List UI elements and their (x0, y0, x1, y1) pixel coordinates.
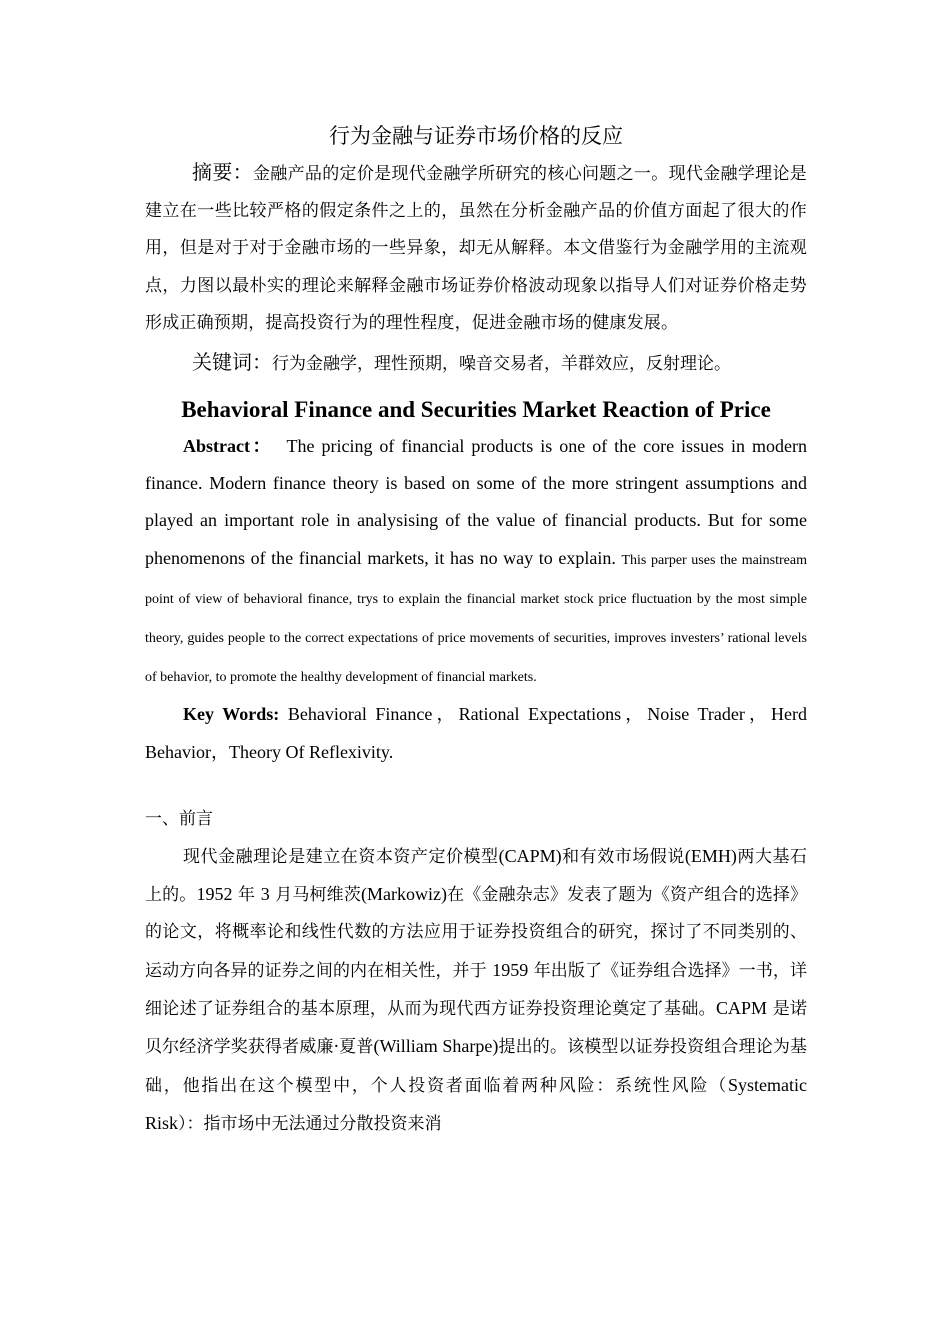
chinese-keywords-label: 关键词： (192, 350, 272, 375)
preface-text: (EMH) (684, 845, 737, 866)
english-abstract-text-main: The pricing of financial products is one of the core issues in modern finance. Modern finance theory is based on some of the more stringent assumptions and played an important role in analysising of the value of financial products. But for some phenomenons of the financial markets, it has no way to explain. (145, 436, 807, 568)
english-keywords-text: Behavioral Finance，Rational Expectations，Noise Trader，Herd Behavior，Theory Of Reflexivity. (145, 704, 808, 762)
chinese-abstract-label: 摘要： (192, 160, 253, 184)
preface-text: 3 (260, 884, 270, 905)
preface-text: 提出的。该模型以证券投资组合理论为基础，他指出在这个模型中，个人投资者面临着两种风险：系统性风险（ (145, 1037, 808, 1096)
preface-text: Systematic Risk (145, 1074, 807, 1133)
chinese-keywords (145, 342, 807, 384)
preface-text: 月马柯维茨 (269, 885, 361, 906)
preface-text: 在《金融杂志》发表了题为《资产组合的选择》的论文，将概率论和线性代数的方法应用于证券投资组合的研究，探讨了不同类别的、运动方向各异的证券之间的内在相关性，并于 (145, 885, 807, 981)
preface-text: CAPM (715, 998, 767, 1019)
english-abstract-label: Abstract： (183, 436, 273, 457)
english-abstract (145, 428, 807, 696)
chinese-keywords-text: 行为金融学，理性预期，噪音交易者，羊群效应，反射理论。 (272, 354, 731, 375)
preface-text: (William Sharpe) (373, 1036, 499, 1057)
section-heading-preface: 一、前言 (145, 808, 213, 829)
preface-text: 是诺贝尔经济学奖获得者威廉·夏普 (145, 999, 808, 1058)
english-keywords-label: Key Words: (183, 704, 280, 725)
preface-text: (Markowiz) (360, 884, 447, 905)
preface-text: 1959 (492, 959, 529, 980)
preface-text: 两大基石上的。 (145, 846, 808, 906)
chinese-abstract (145, 154, 807, 342)
preface-text: ）：指市场中无法通过分散投资来消 (178, 1113, 442, 1134)
document-page (145, 118, 807, 1143)
preface-text: 年出版了《证券组合选择》一书，详细论述了证券组合的基本原理，从而为现代西方证券投资理论奠定了基础。 (145, 960, 808, 1020)
english-abstract-text-small: This parper uses the mainstream point of view of behavioral finance, trys to explain the financial market stock price fluctuation by the most simple theory, guides people to the correct expectations of price movements of securities, improves investers’ rational levels of behavior, to promote the healthy development of financial markets. (145, 552, 808, 686)
preface-text: (CAPM) (498, 845, 562, 866)
chinese-title: 行为金融与证券市场价格的反应 (329, 124, 623, 148)
english-keywords (145, 696, 807, 770)
preface-text: 现代金融理论是建立在资本资产定价模型 (183, 846, 499, 867)
preface-text: 和有效市场假说 (561, 846, 685, 867)
chinese-abstract-text: 金融产品的定价是现代金融学所研究的核心问题之一。现代金融学理论是建立在一些比较严格的假定条件之上的，虽然在分析金融产品的价值方面起了很大的作用，但是对于对于金融市场的一些异象，却无从解释。本文借鉴行为金融学用的主流观点，力图以最朴实的理论来解释金融市场证券价格波动现象以指导人们对证券价格走势形成正确预期，提高投资行为的理性程度，促进金融市场的健康发展。 (145, 164, 807, 333)
preface-paragraph (145, 838, 807, 1143)
preface-text: 1952 (196, 884, 233, 905)
english-title: Behavioral Finance and Securities Market Reaction of Price (181, 397, 771, 423)
preface-text: 年 (232, 885, 261, 906)
